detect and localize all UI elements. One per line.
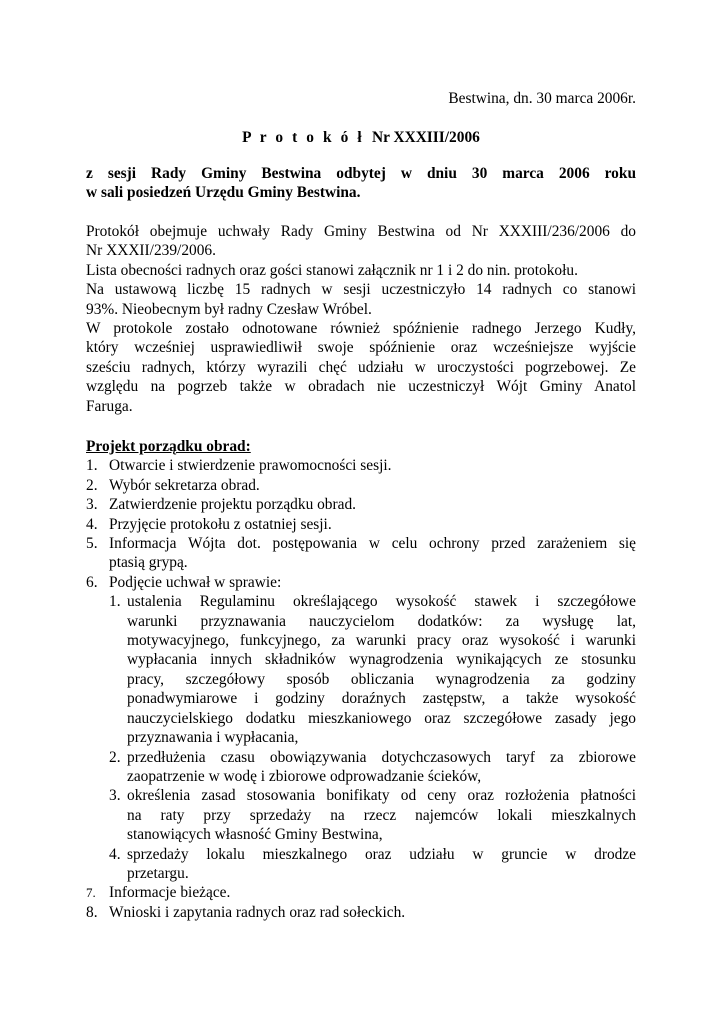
agenda-subitem-text bbox=[127, 748, 636, 787]
agenda-subitem-line: ponadwymiarowe i godziny doraźnych zastępstw, a także wysokość bbox=[127, 690, 636, 708]
agenda-item bbox=[86, 534, 636, 573]
agenda-item-number: 1. bbox=[86, 457, 98, 475]
subtitle-line: z sesji Rady Gminy Bestwina odbytej w dniu 30 marca 2006 roku bbox=[86, 165, 636, 182]
agenda-section bbox=[86, 437, 636, 922]
subtitle-line: w sali posiedzeń Urzędu Gminy Bestwina. bbox=[86, 184, 361, 202]
agenda-item-line: ptasią grypą. bbox=[109, 554, 188, 572]
agenda-subitem-number: 2. bbox=[109, 748, 121, 766]
intro-line: Faruga. bbox=[86, 397, 133, 415]
agenda-item bbox=[86, 883, 636, 902]
agenda-item-number: 5. bbox=[86, 535, 98, 553]
agenda-item bbox=[86, 903, 636, 922]
agenda-subitem-line: na raty przy sprzedaży na rzecz najemców lokali mieszkalnych bbox=[127, 806, 636, 824]
agenda-item-text: Podjęcie uchwał w sprawie: bbox=[109, 573, 282, 591]
intro-line: który wcześniej usprawiedliwił swoje spóźnienie oraz wcześniejsze wyjście bbox=[86, 339, 636, 357]
agenda-item-number: 4. bbox=[86, 515, 98, 533]
agenda-subitem-line: przetargu. bbox=[127, 864, 189, 882]
agenda-subitem-number: 1. bbox=[109, 593, 121, 611]
intro-line: względu na pogrzeb także w obradach nie uczestniczył Wójt Gminy Anatol bbox=[86, 378, 636, 396]
agenda-subitem-line: przyznawania i wypłacania, bbox=[127, 729, 299, 747]
intro-line: W protokole zostało odnotowane również spóźnienie radnego Jerzego Kudły, bbox=[86, 320, 636, 338]
agenda-subitem-text bbox=[127, 592, 636, 747]
agenda-subitem-line: stanowiących własność Gminy Bestwina, bbox=[127, 826, 383, 844]
intro-line: sześciu radnych, którzy wyrazili chęć udziału w uroczystości pogrzebowej. Ze bbox=[86, 358, 636, 376]
session-subtitle bbox=[86, 164, 636, 203]
intro-line: Protokół obejmuje uchwały Rady Gminy Bestwina od Nr XXXIII/236/2006 do bbox=[86, 223, 636, 240]
agenda-item bbox=[86, 573, 636, 592]
intro-line: Lista obecności radnych oraz gości stanowi załącznik nr 1 i 2 do nin. protokołu. bbox=[86, 261, 578, 279]
agenda-item-number: 7. bbox=[86, 885, 96, 901]
agenda-subitem-number: 3. bbox=[109, 787, 121, 805]
agenda-subitem-line: ustalenia Regulaminu określającego wysokość stawek i szczegółowe bbox=[127, 593, 636, 611]
title-word: P r o t o k ó ł bbox=[242, 129, 365, 146]
agenda-item-number: 2. bbox=[86, 476, 98, 494]
agenda-item-number: 8. bbox=[86, 903, 98, 921]
agenda-subitem-line: wypłacania innych składników wynagrodzenia wynikających ze stosunku bbox=[127, 651, 636, 669]
agenda-subitem bbox=[109, 748, 636, 787]
agenda-subitem-line: motywacyjnego, funkcyjnego, za warunki pracy oraz wysokość i warunki bbox=[127, 632, 636, 650]
agenda-item bbox=[86, 515, 636, 534]
agenda-item bbox=[86, 495, 636, 514]
agenda-subitem-text bbox=[127, 786, 636, 844]
agenda-subitem-text bbox=[127, 845, 636, 884]
title-number: Nr XXXIII/2006 bbox=[371, 129, 480, 146]
agenda-item bbox=[86, 456, 636, 475]
agenda-title: Projekt porządku obrad: bbox=[86, 438, 251, 455]
document-title bbox=[86, 128, 636, 147]
agenda-item-text: Informacje bieżące. bbox=[109, 884, 231, 902]
agenda-item-text: Przyjęcie protokołu z ostatniej sesji. bbox=[109, 515, 332, 533]
agenda-item-number: 6. bbox=[86, 573, 98, 591]
agenda-subitem-line: warunki przyznawania nauczycielom dodatków: za wysługę lat, bbox=[127, 612, 636, 630]
agenda-item bbox=[86, 476, 636, 495]
intro-paragraph bbox=[86, 222, 636, 416]
agenda-item-text: Zatwierdzenie projektu porządku obrad. bbox=[109, 496, 357, 514]
agenda-subitem-line: nauczycielskiego dodatku mieszkaniowego oraz szczegółowe zasady jego bbox=[127, 709, 636, 727]
intro-line: Nr XXXII/239/2006. bbox=[86, 242, 216, 260]
agenda-item-number: 3. bbox=[86, 496, 98, 514]
agenda-item-line: Informacja Wójta dot. postępowania w celu ochrony przed zarażeniem się bbox=[109, 535, 636, 553]
agenda-subitem-line: przedłużenia czasu obowiązywania dotychczasowych taryf za zbiorowe bbox=[127, 748, 636, 766]
agenda-item-text: Wybór sekretarza obrad. bbox=[109, 476, 260, 494]
agenda-subitem-line: zaopatrzenie w wodę i zbiorowe odprowadzanie ścieków, bbox=[127, 767, 482, 785]
agenda-subitem bbox=[109, 786, 636, 844]
document-date: Bestwina, dn. 30 marca 2006r. bbox=[448, 90, 636, 107]
agenda-item-text: Otwarcie i stwierdzenie prawomocności sesji. bbox=[109, 457, 392, 475]
intro-line: Na ustawową liczbę 15 radnych w sesji uczestniczyło 14 radnych co stanowi bbox=[86, 281, 636, 299]
agenda-subitem-number: 4. bbox=[109, 845, 121, 863]
agenda-subitem-line: pracy, szczegółowy sposób obliczania wynagrodzenia za godziny bbox=[127, 670, 636, 688]
agenda-item-text: Wnioski i zapytania radnych oraz rad sołeckich. bbox=[109, 903, 406, 921]
agenda-subitem bbox=[109, 592, 636, 747]
agenda-subitem bbox=[109, 845, 636, 884]
agenda-subitem-line: określenia zasad stosowania bonifikaty od ceny oraz rozłożenia płatności bbox=[127, 787, 636, 805]
agenda-subitem-line: sprzedaży lokalu mieszkalnego oraz udziału w gruncie w drodze bbox=[127, 845, 636, 863]
intro-line: 93%. Nieobecnym był radny Czesław Wróbel. bbox=[86, 300, 372, 318]
agenda-item-text bbox=[109, 534, 636, 573]
